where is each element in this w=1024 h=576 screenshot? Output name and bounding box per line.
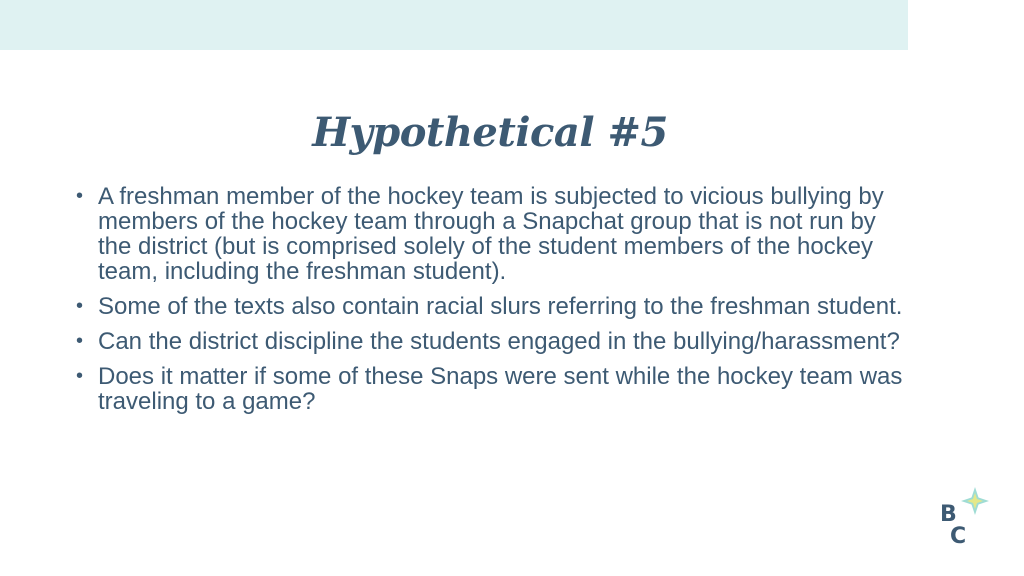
- sparkle-icon: [960, 486, 990, 516]
- logo-letter-b: B: [940, 502, 957, 527]
- bullet-dot: •: [76, 365, 84, 387]
- slide-title: Hypothetical #5: [312, 109, 668, 156]
- bullet-item: [74, 294, 904, 319]
- bullet-dot: •: [76, 295, 84, 317]
- bullet-list: [74, 184, 904, 424]
- bullet-text: Some of the texts also contain racial slurs referring to the freshman student.: [98, 293, 903, 320]
- bullet-dot: •: [76, 330, 84, 352]
- bullet-dot: •: [76, 185, 84, 207]
- bullet-text: Does it matter if some of these Snaps were sent while the hockey team was traveling to a game?: [98, 363, 903, 415]
- bullet-item: [74, 364, 904, 414]
- bullet-text: Can the district discipline the students engaged in the bullying/harassment?: [98, 328, 900, 355]
- bc-logo: [934, 486, 994, 550]
- logo-letter-c: C: [950, 524, 967, 549]
- bullet-item: [74, 184, 904, 284]
- bullet-item: [74, 329, 904, 354]
- top-accent-band: [0, 0, 908, 50]
- bullet-text: A freshman member of the hockey team is subjected to vicious bullying by members of the hockey team through a Snapchat group that is not run by the district (but is comprised solely of the student members of the hockey team, including the freshman student).: [98, 183, 884, 285]
